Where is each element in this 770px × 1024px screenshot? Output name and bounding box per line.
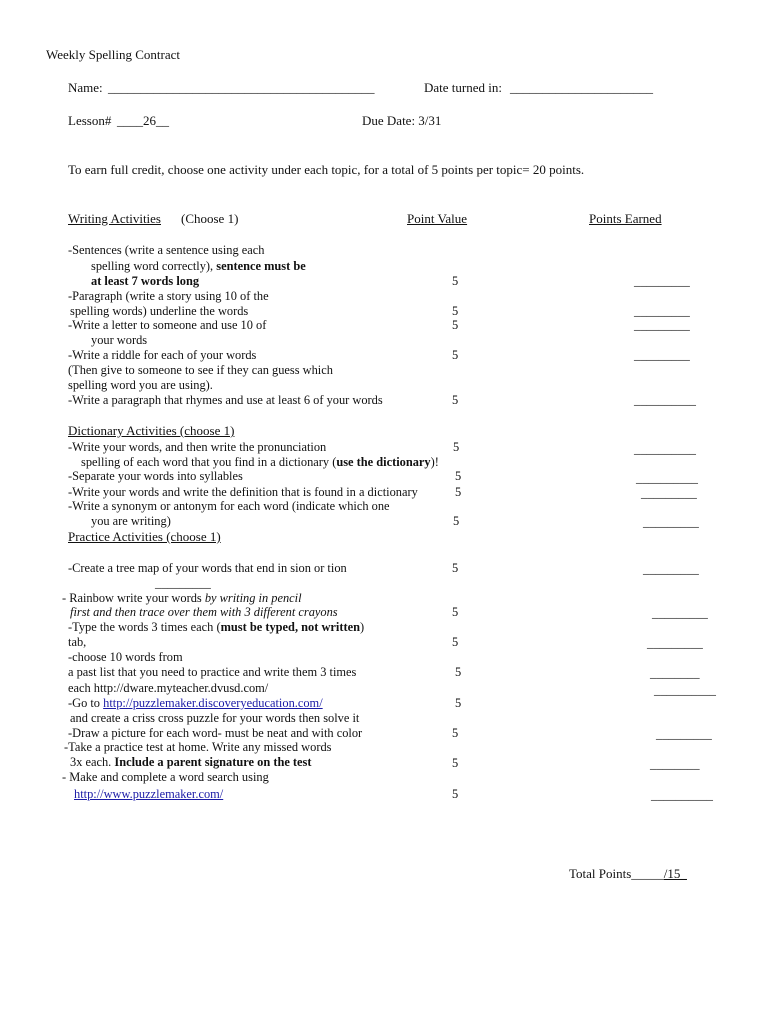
point-value: 5 xyxy=(453,514,460,528)
activity-riddle-line1: -Write a riddle for each of your words xyxy=(68,348,257,362)
points-earned-blank[interactable]: __________ xyxy=(654,683,716,697)
total-points xyxy=(569,867,687,881)
point-value: 5 xyxy=(452,318,459,332)
points-earned-blank[interactable]: _________ xyxy=(634,348,690,362)
point-value: 5 xyxy=(452,605,459,619)
contract-title: Weekly Spelling Contract xyxy=(46,47,180,62)
points-earned-blank[interactable]: _________ xyxy=(634,318,690,332)
point-value: 5 xyxy=(452,787,459,801)
points-earned-blank[interactable]: _________ xyxy=(643,515,699,529)
point-value: 5 xyxy=(452,561,459,575)
points-earned-blank[interactable]: _________ xyxy=(656,727,712,741)
writing-activities-heading: Writing Activities xyxy=(68,211,161,226)
points-earned-blank[interactable]: __________ xyxy=(634,393,696,407)
lesson-label: Lesson# xyxy=(68,113,112,128)
activity-synonym-line1: -Write a synonym or antonym for each word (indicate which one xyxy=(68,499,390,513)
date-turned-in-label: Date turned in: xyxy=(424,80,502,95)
activity-definition-line1: -Write your words and write the definition that is found in a dictionary xyxy=(68,485,418,499)
activity-goto-line1: -Go to http://puzzlemaker.discoveryeducation.com/ xyxy=(68,696,323,710)
activity-pronunciation-line2: spelling of each word that you find in a dictionary (use the dictionary)! xyxy=(81,455,439,469)
activity-tree-map-line1: -Create a tree map of your words that end in sion or tion xyxy=(68,561,347,575)
activity-sentences-line1: -Sentences (write a sentence using each xyxy=(68,243,265,257)
points-earned-blank[interactable]: _________ xyxy=(652,606,708,620)
activity-paragraph-line2: spelling words) underline the words xyxy=(70,304,249,318)
points-earned-blank[interactable]: __________ xyxy=(636,471,698,485)
activity-riddle-line3: spelling word you are using). xyxy=(68,378,213,392)
point-value-heading: Point Value xyxy=(407,211,468,226)
activity-choose-line2: a past list that you need to practice and write them 3 times xyxy=(68,665,357,679)
points-earned-blank[interactable]: _________ xyxy=(641,486,697,500)
activity-letter-line1: -Write a letter to someone and use 10 of xyxy=(68,318,267,332)
activity-syllables-line1: -Separate your words into syllables xyxy=(68,469,243,483)
points-earned-blank[interactable]: _________ xyxy=(634,304,690,318)
activity-sentences-line3: at least 7 words long xyxy=(91,274,200,288)
date-turned-in-blank[interactable]: ______________________ xyxy=(510,80,653,95)
puzzlemaker-link[interactable]: http://www.puzzlemaker.com/ xyxy=(74,787,224,801)
activity-riddle-line2: (Then give to someone to see if they can guess which xyxy=(68,363,333,377)
activity-letter-line2: your words xyxy=(91,333,148,347)
activity-draw-line1: -Draw a picture for each word- must be neat and with color xyxy=(68,726,363,740)
activity-choose-line3: each http://dware.myteacher.dvusd.com/ xyxy=(68,681,269,695)
lesson-value: ____26__ xyxy=(117,113,169,128)
writing-choose-note: (Choose 1) xyxy=(181,211,239,226)
activity-sentences-line2: spelling word correctly), sentence must be xyxy=(91,259,306,273)
activity-word-search-line1: - Make and complete a word search using xyxy=(62,770,269,784)
activity-pronunciation-line1: -Write your words, and then write the pronunciation xyxy=(68,440,327,454)
points-earned-blank[interactable]: ________ xyxy=(650,757,700,771)
points-earned-blank[interactable]: __________ xyxy=(651,788,713,802)
points-earned-blank[interactable]: _________ xyxy=(647,636,703,650)
points-earned-blank[interactable]: __________ xyxy=(634,442,696,456)
activity-choose-line1: -choose 10 words from xyxy=(68,650,183,664)
total-points-label: Total Points xyxy=(569,866,632,881)
activity-type-line1: -Type the words 3 times each (must be typed, not written) xyxy=(68,620,365,634)
point-value: 5 xyxy=(455,485,462,499)
point-value: 5 xyxy=(455,469,462,483)
point-value: 5 xyxy=(455,665,462,679)
points-earned-blank[interactable]: _________ xyxy=(634,274,690,288)
total-points-blank[interactable]: _____ xyxy=(631,866,664,881)
total-points-value: /15_ xyxy=(663,866,687,881)
name-blank[interactable]: _________________________________________ xyxy=(108,80,375,95)
activity-word-search-line2 xyxy=(74,787,223,801)
activity-rainbow-line2: first and then trace over them with 3 different crayons xyxy=(70,605,338,619)
point-value: 5 xyxy=(452,274,459,288)
activity-tree-map-blank: _________ xyxy=(155,576,211,590)
activity-synonym-line2: you are writing) xyxy=(91,514,171,528)
point-value: 5 xyxy=(452,635,459,649)
points-earned-heading: Points Earned xyxy=(589,211,662,226)
point-value: 5 xyxy=(453,440,460,454)
activity-paragraph-line1: -Paragraph (write a story using 10 of the xyxy=(68,289,269,303)
activity-type-tab: tab, xyxy=(68,635,87,649)
points-earned-blank[interactable]: ________ xyxy=(650,666,700,680)
points-earned-blank[interactable]: _________ xyxy=(643,562,699,576)
activity-test-line2: 3x each. Include a parent signature on the test xyxy=(70,755,312,769)
point-value: 5 xyxy=(452,726,459,740)
name-label: Name: xyxy=(68,80,103,95)
dictionary-activities-heading: Dictionary Activities (choose 1) xyxy=(68,423,235,438)
activity-test-line1: -Take a practice test at home. Write any missed words xyxy=(64,740,332,754)
point-value: 5 xyxy=(455,696,462,710)
point-value: 5 xyxy=(452,348,459,362)
puzzlemaker-discovery-link[interactable]: http://puzzlemaker.discoveryeducation.com/ xyxy=(103,696,323,710)
due-date: Due Date: 3/31 xyxy=(362,113,442,128)
practice-activities-heading: Practice Activities (choose 1) xyxy=(68,529,221,544)
activity-goto-line2: and create a criss cross puzzle for your words then solve it xyxy=(70,711,360,725)
activity-rainbow-line1: - Rainbow write your words by writing in pencil xyxy=(62,591,302,605)
instructions: To earn full credit, choose one activity under each topic, for a total of 5 points per topic= 20 points. xyxy=(68,162,585,177)
point-value: 5 xyxy=(452,393,459,407)
point-value: 5 xyxy=(452,756,459,770)
point-value: 5 xyxy=(452,304,459,318)
activity-rhyme-line1: -Write a paragraph that rhymes and use at least 6 of your words xyxy=(68,393,383,407)
